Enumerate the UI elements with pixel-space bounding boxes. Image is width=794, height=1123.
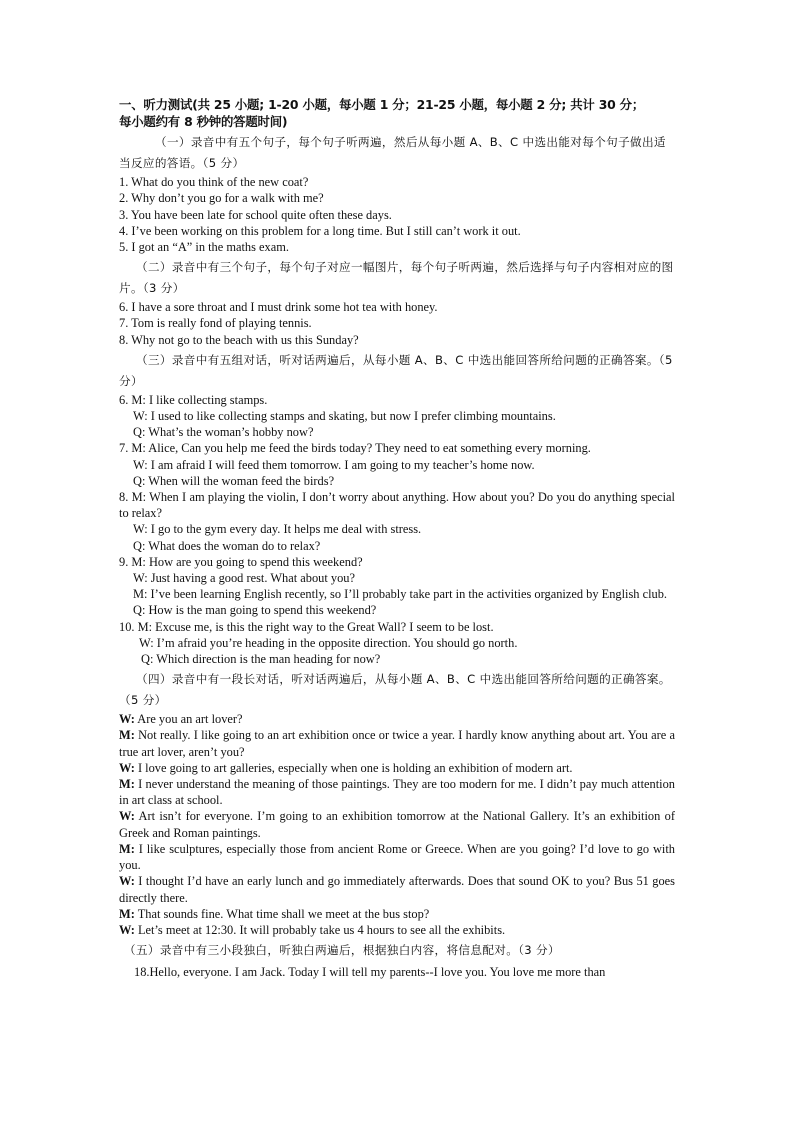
exam-page xyxy=(119,97,675,980)
dialogue-line: Q: How is the man going to spend this weekend? xyxy=(133,603,377,618)
dialogue-line: 7. M: Alice, Can you help me feed the birds today? They need to eat something every morning. xyxy=(119,441,591,456)
dialogue-line: W: I go to the gym every day. It helps me deal with stress. xyxy=(133,522,422,537)
dialogue-line: Q: Which direction is the man heading for now? xyxy=(141,652,381,667)
heading-line-2: 每小题约有 8 秒钟的答题时间) xyxy=(119,113,288,129)
part2-item: 6. I have a sore throat and I must drink some hot tea with honey. xyxy=(119,300,438,315)
section-heading xyxy=(119,97,675,130)
part1-item: 1. What do you think of the new coat? xyxy=(119,175,309,190)
turn-text: I thought I’d have an early lunch and go immediately afterwards. Does that sound OK to you? Bus 51 goes directly there. xyxy=(119,874,675,905)
part4-instruction: （四）录音中有一段长对话，听对话两遍后，从每小题 A、B、C 中选出能回答所给问题的正确答案。（5 分） xyxy=(119,672,671,708)
dialogue-turn xyxy=(119,727,675,759)
speaker-label: M: xyxy=(119,777,135,792)
dialogue-turn xyxy=(119,808,675,840)
speaker-label: W: xyxy=(119,712,135,727)
dialogue-line: Q: When will the woman feed the birds? xyxy=(133,473,335,488)
turn-text: Are you an art lover? xyxy=(134,712,243,727)
dialogue-turn xyxy=(119,873,675,905)
speaker-label: W: xyxy=(119,760,135,775)
part1-item: 4. I’ve been working on this problem for a long time. But I still can’t work it out. xyxy=(119,223,521,238)
part1-item: 3. You have been late for school quite often these days. xyxy=(119,207,392,222)
dialogue-line: Q: What does the woman do to relax? xyxy=(133,538,321,553)
part5-instruction: （五）录音中有三小段独白，听独白两遍后，根据独白内容，将信息配对。（3 分） xyxy=(124,943,560,958)
part2-instruction: （二）录音中有三个句子，每个句子对应一幅图片，每个句子听两遍，然后选择与句子内容相对应的图片。（3 分） xyxy=(119,260,674,296)
turn-text: I like sculptures, especially those from ancient Rome or Greece. When are you going? I’d love to go with you. xyxy=(119,841,675,873)
dialogue-line: 6. M: I like collecting stamps. xyxy=(119,392,268,407)
speaker-label: M: xyxy=(119,728,135,743)
speaker-label: W: xyxy=(119,809,135,824)
part3-instruction: （三）录音中有五组对话，听对话两遍后，从每小题 A、B、C 中选出能回答所给问题的正确答案。（5 分） xyxy=(119,352,673,388)
dialogue-line: 8. M: When I am playing the violin, I don’t worry about anything. How about you? Do you do anything special to relax? xyxy=(119,490,675,521)
dialogue-line: W: I used to like collecting stamps and skating, but now I prefer climbing mountains. xyxy=(133,409,556,424)
part1-instruction: （一）录音中有五个句子，每个句子听两遍，然后从每小题 A、B、C 中选出能对每个句子做出适当反应的答语。（5 分） xyxy=(119,135,666,171)
dialogue-turn xyxy=(119,906,675,922)
dialogue-line: 9. M: How are you going to spend this weekend? xyxy=(119,554,363,569)
turn-text: Not really. I like going to an art exhibition once or twice a year. I hardly know anything about art. You are a true art lover, aren’t you? xyxy=(119,728,675,759)
dialogue-turn xyxy=(119,776,675,808)
dialogue-turn xyxy=(119,841,675,873)
long-dialogue xyxy=(119,711,675,938)
part1-item: 5. I got an “A” in the maths exam. xyxy=(119,240,289,254)
speaker-label: W: xyxy=(119,874,135,889)
turn-text: Let’s meet at 12:30. It will probably take us 4 hours to see all the exhibits. xyxy=(134,922,506,937)
dialogue-line: M: I’ve been learning English recently, so I’ll probably take part in the activities organized by English club. xyxy=(133,587,668,602)
dialogue-line: W: Just having a good rest. What about you? xyxy=(133,571,355,586)
dialogue-turn xyxy=(119,760,675,776)
speaker-label: W: xyxy=(119,922,135,937)
part1-item: 2. Why don’t you go for a walk with me? xyxy=(119,191,324,206)
speaker-label: M: xyxy=(119,906,135,921)
dialogue-line: W: I am afraid I will feed them tomorrow. I am going to my teacher’s home now. xyxy=(133,457,535,472)
turn-text: I love going to art galleries, especially when one is holding an exhibition of modern art. xyxy=(134,760,573,775)
part2-item: 7. Tom is really fond of playing tennis. xyxy=(119,316,312,331)
turn-text: I never understand the meaning of those paintings. They are too modern for me. I didn’t pay much attention in art class at school. xyxy=(119,777,675,808)
monologue-text: 18.Hello, everyone. I am Jack. Today I will tell my parents--I love you. You love me more than xyxy=(134,965,606,980)
heading-line-1: 一、听力测试(共 25 小题; 1-20 小题，每小题 1 分；21-25 小题，每小题 2 分; 共计 30 分； xyxy=(119,97,645,112)
turn-text: Art isn’t for everyone. I’m going to an exhibition tomorrow at the National Gallery. It’s an exhibition of Greek and Roman paintings. xyxy=(119,809,675,840)
dialogue-line: 10. M: Excuse me, is this the right way to the Great Wall? I seem to be lost. xyxy=(119,619,494,634)
dialogue-turn xyxy=(119,711,675,727)
dialogue-line: Q: What’s the woman’s hobby now? xyxy=(133,425,314,440)
turn-text: That sounds fine. What time shall we meet at the bus stop? xyxy=(134,906,430,921)
speaker-label: M: xyxy=(119,841,135,856)
dialogue-line: W: I’m afraid you’re heading in the opposite direction. You should go north. xyxy=(139,635,518,650)
dialogue-turn xyxy=(119,922,675,938)
part2-item: 8. Why not go to the beach with us this Sunday? xyxy=(119,332,359,347)
